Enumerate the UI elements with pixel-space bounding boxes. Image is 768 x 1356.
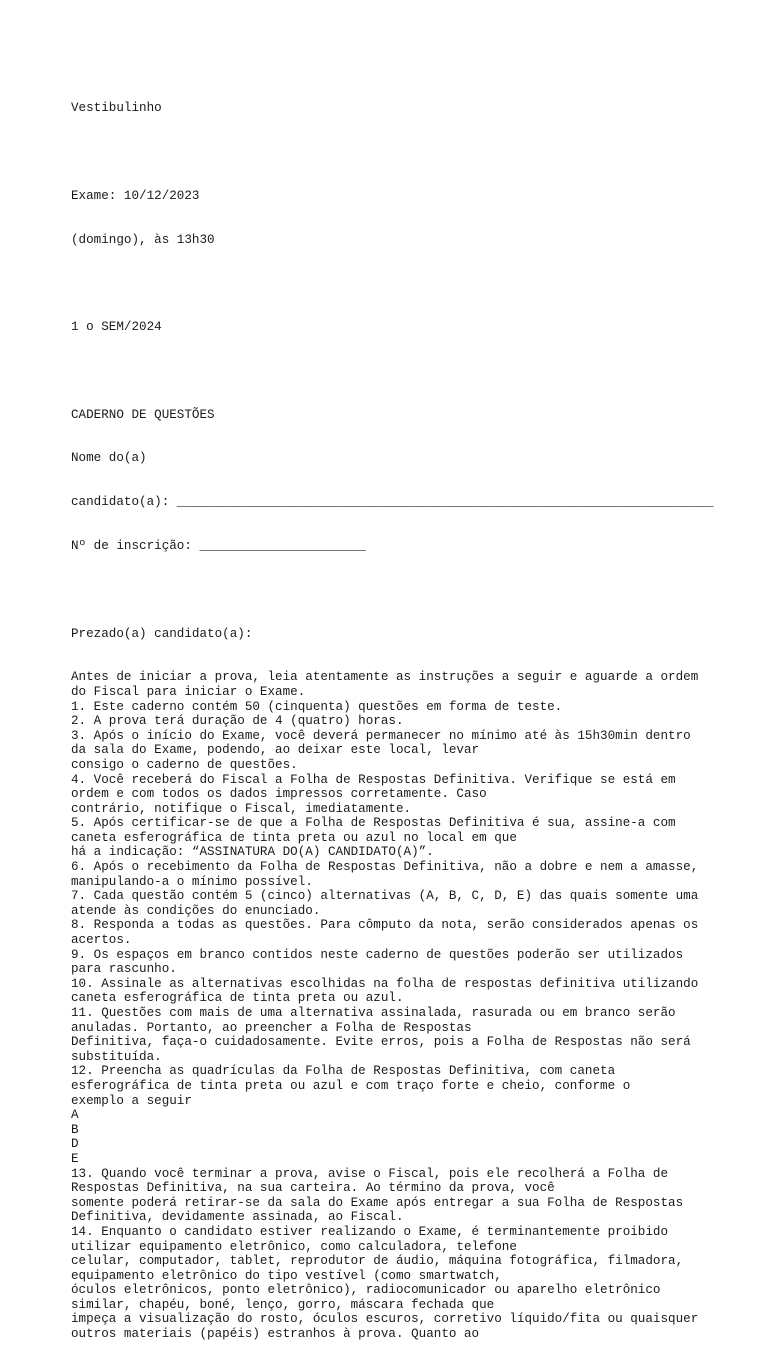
instruction-line: para rascunho. (71, 962, 177, 977)
instruction-line: manipulando-a o mínimo possível. (71, 874, 313, 889)
instruction-line: somente poderá retirar-se da sala do Exame após entregar a sua Folha de Respostas (71, 1195, 684, 1210)
instruction-line: acertos. (71, 933, 132, 948)
instructions-list (71, 670, 731, 1341)
instruction-line: utilizar equipamento eletrônico, como calculadora, telefone (71, 1239, 517, 1254)
instruction-line: consigo o caderno de questões. (71, 757, 298, 772)
greeting: Prezado(a) candidato(a): (71, 626, 253, 641)
candidate-name-label: Nome do(a) (71, 451, 147, 466)
instruction-line: atende às condições do enunciado. (71, 903, 321, 918)
instruction-line: 1. Este caderno contém 50 (cinquenta) questões em forma de teste. (71, 699, 563, 714)
instruction-line: há a indicação: “ASSINATURA DO(A) CANDIDATO(A)”. (71, 845, 434, 860)
instruction-line: B (71, 1122, 79, 1137)
instruction-line: esferográfica de tinta preta ou azul e com traço forte e cheio, conforme o (71, 1078, 631, 1093)
instruction-line: 12. Preencha as quadrículas da Folha de Respostas Definitiva, com caneta (71, 1064, 616, 1079)
instruction-line: impeça a visualização do rosto, óculos escuros, corretivo líquido/fita ou quaisquer (71, 1312, 699, 1327)
spacer (71, 276, 731, 291)
instruction-line: 7. Cada questão contém 5 (cinco) alternativas (A, B, C, D, E) das quais somente uma (71, 889, 699, 904)
instruction-line: equipamento eletrônico do tipo vestível (como smartwatch, (71, 1268, 502, 1283)
instruction-line: 6. Após o recebimento da Folha de Respostas Definitiva, não a dobre e nem a amasse, (71, 860, 699, 875)
instruction-line: Definitiva, devidamente assinada, ao Fiscal. (71, 1210, 404, 1225)
instruction-line: outros materiais (papéis) estranhos à prova. Quanto ao (71, 1327, 480, 1342)
candidate-name-field: candidato(a): _______________________________________________________________________ (71, 495, 714, 510)
instruction-line: do Fiscal para iniciar o Exame. (71, 684, 306, 699)
instruction-line: substituída. (71, 1049, 162, 1064)
instruction-line: Definitiva, faça-o cuidadosamente. Evite erros, pois a Folha de Respostas não será (71, 1035, 691, 1050)
instruction-line: contrário, notifique o Fiscal, imediatamente. (71, 801, 412, 816)
document-title: Vestibulinho (71, 101, 162, 116)
instruction-line: celular, computador, tablet, reprodutor de áudio, máquina fotográfica, filmadora, (71, 1254, 684, 1269)
instruction-line: 13. Quando você terminar a prova, avise o Fiscal, pois ele recolherá a Folha de (71, 1166, 669, 1181)
exam-date-line-1: Exame: 10/12/2023 (71, 188, 200, 203)
instruction-line: 2. A prova terá duração de 4 (quatro) horas. (71, 714, 404, 729)
instruction-line: Antes de iniciar a prova, leia atentamente as instruções a seguir e aguarde a ordem (71, 670, 699, 685)
instruction-line: Respostas Definitiva, na sua carteira. Ao término da prova, você (71, 1181, 555, 1196)
document-page (71, 72, 731, 1356)
instruction-line: 11. Questões com mais de uma alternativa assinalada, rasurada ou em branco serão (71, 1006, 676, 1020)
instruction-line: 8. Responda a todas as questões. Para cômputo da nota, serão considerados apenas os (71, 918, 699, 933)
instruction-line: ordem e com todos os dados impressos corretamente. Caso (71, 787, 487, 802)
instruction-line: da sala do Exame, podendo, ao deixar este local, levar (71, 743, 480, 758)
instruction-line: similar, chapéu, boné, lenço, gorro, máscara fechada que (71, 1297, 495, 1312)
instruction-line: D (71, 1137, 79, 1152)
instruction-line: 10. Assinale as alternativas escolhidas na folha de respostas definitiva utilizando (71, 976, 699, 991)
exam-date-line-2: (domingo), às 13h30 (71, 232, 215, 247)
spacer (71, 364, 731, 379)
instruction-line: 5. Após certificar-se de que a Folha de Respostas Definitiva é sua, assine-a com (71, 816, 676, 831)
instruction-line: E (71, 1151, 79, 1166)
registration-number-field: Nº de inscrição: ______________________ (71, 539, 366, 553)
instruction-line: óculos eletrônicos, ponto eletrônico), radiocomunicador ou aparelho eletrônico (71, 1283, 661, 1298)
instruction-line: exemplo a seguir (71, 1093, 192, 1108)
instruction-line: A (71, 1108, 79, 1123)
semester-label: 1 o SEM/2024 (71, 320, 162, 335)
instruction-line: 3. Após o início do Exame, você deverá permanecer no mínimo até às 15h30min dentro (71, 728, 691, 743)
booklet-title: CADERNO DE QUESTÕES (71, 407, 215, 422)
instruction-line: 4. Você receberá do Fiscal a Folha de Respostas Definitiva. Verifique se está em (71, 772, 676, 787)
instruction-line: anuladas. Portanto, ao preencher a Folha de Respostas (71, 1020, 472, 1035)
instruction-line: 14. Enquanto o candidato estiver realizando o Exame, é terminantemente proibido (71, 1224, 669, 1239)
instruction-line: caneta esferográfica de tinta preta ou azul. (71, 991, 404, 1006)
spacer (71, 145, 731, 160)
spacer (71, 583, 731, 598)
instruction-line: caneta esferográfica de tinta preta ou azul no local em que (71, 830, 517, 845)
instruction-line: 9. Os espaços em branco contidos neste caderno de questões poderão ser utilizados (71, 947, 684, 962)
